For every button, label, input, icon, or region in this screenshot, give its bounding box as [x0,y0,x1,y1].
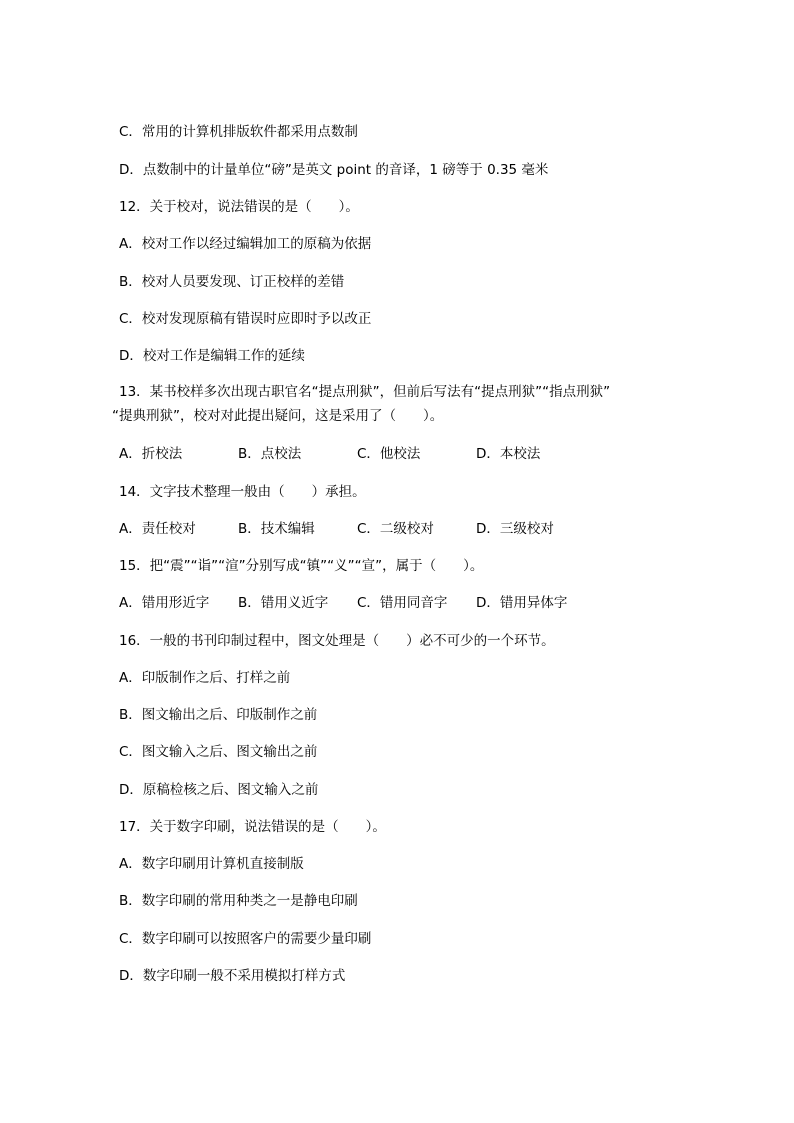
q12-option-a: A．校对工作以经过编辑加工的原稿为依据 [119,236,372,252]
q13-option-d: D．本校法 [476,446,541,462]
q14-option-d: D．三级校对 [476,521,554,537]
q12-option-d: D．校对工作是编辑工作的延续 [119,348,305,364]
q13-option-c: C．他校法 [357,446,421,462]
q15-option-a: A．错用形近字 [119,595,210,611]
q14-option-b: B．技术编辑 [238,521,315,537]
q15-option-c: C．错用同音字 [357,595,448,611]
q14-option-a: A．责任校对 [119,521,196,537]
q17-option-b: B．数字印刷的常用种类之一是静电印刷 [119,893,358,909]
q17-option-c: C．数字印刷可以按照客户的需要少量印刷 [119,931,372,947]
q11-option-c: C．常用的计算机排版软件都采用点数制 [119,124,358,140]
q14-option-c: C．二级校对 [357,521,434,537]
question-17: 17．关于数字印刷，说法错误的是（ ）。 [119,819,386,835]
q12-option-b: B．校对人员要发现、订正校样的差错 [119,274,345,290]
question-15: 15．把“震”“诣”“渲”分别写成“镇”“义”“宣”，属于（ ）。 [119,558,484,574]
q16-option-b: B．图文输出之后、印版制作之前 [119,707,318,723]
q11-option-d: D．点数制中的计量单位“磅”是英文 point 的音译，1 磅等于 0.35 毫米 [119,162,549,178]
q15-option-d: D．错用异体字 [476,595,568,611]
q17-option-a: A．数字印刷用计算机直接制版 [119,856,304,872]
q13-option-a: A．折校法 [119,446,183,462]
q16-option-a: A．印版制作之后、打样之前 [119,670,291,686]
q12-option-c: C．校对发现原稿有错误时应即时予以改正 [119,311,372,327]
question-14: 14．文字技术整理一般由（ ）承担。 [119,484,366,500]
question-12: 12．关于校对，说法错误的是（ ）。 [119,199,359,215]
q17-option-d: D．数字印刷一般不采用模拟打样方式 [119,968,346,984]
question-16: 16．一般的书刊印制过程中，图文处理是（ ）必不可少的一个环节。 [119,633,555,649]
q16-option-c: C．图文输入之后、图文输出之前 [119,744,318,760]
q15-option-b: B．错用义近字 [238,595,329,611]
q16-option-d: D．原稿检核之后、图文输入之前 [119,782,319,798]
question-13-line-2: “提典刑狱”，校对对此提出疑问，这是采用了（ ）。 [112,408,444,424]
q13-option-b: B．点校法 [238,446,302,462]
question-13-line-1: 13．某书校样多次出现古职官名“提点刑狱”，但前后写法有“提点刑狱”“指点刑狱” [119,384,611,400]
